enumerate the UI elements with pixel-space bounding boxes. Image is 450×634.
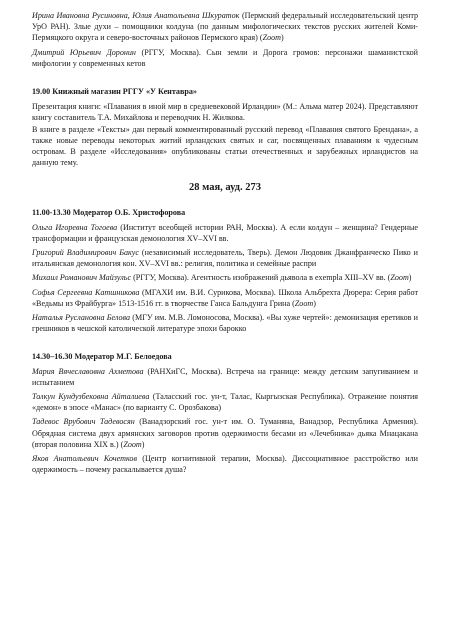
talk-author: Дмитрий Юрьевич Доронин: [32, 47, 136, 57]
talk-tail: ): [281, 33, 284, 43]
talk-author: Григорий Владимирович Бакус: [32, 248, 139, 258]
talk-entry: [32, 391, 418, 413]
talk-tail: ): [408, 273, 412, 283]
book-event-paragraph: В книге в разделе «Тексты» дан первый комментированный русский перевод «Плавания святого Брендана», а также новые переводы некоторых житий ирландских святых и саг, посвященных плаваниям к чудесным островам. В разделе «Исследования» опубликованы статьи отечественных и зарубежных ирландистов на данную тему.: [32, 124, 418, 168]
talk-text: (РАНХиГС, Москва). Встреча на границе: между детским запугиванием и испытанием: [32, 366, 418, 387]
talk-text: (РГГУ, Москва). Агентность изображений дьявола в exempla XIII–XV вв. (: [131, 273, 391, 283]
talk-author: Софья Сергеевна Катшникова: [32, 287, 140, 297]
talk-format: Zoom: [262, 33, 282, 43]
talk-author: Ольга Игоревна Тогоева: [32, 222, 118, 232]
talk-entry-rusinova: [32, 10, 418, 44]
talk-author: Наталья Руслановна Белова: [32, 313, 131, 323]
talk-text: (Пермский федеральный исследовательский центр УрО РАН). Злые духи – помощники колдуна (по данным мифологических текстов русских жителей Коми-Пермяцкого округа и северо-восточных районов Пермского края) (: [32, 11, 419, 43]
book-event-heading: 19.00 Книжный магазин РГГУ «У Кентавра»: [32, 87, 197, 97]
session-heading: 11.00-13.30 Модератор О.Б. Христофорова: [32, 208, 186, 218]
talk-author: Тадевос Врубович Тадевосян: [32, 417, 135, 427]
talk-format: Zoom: [294, 298, 314, 308]
day-heading: 28 мая, ауд. 273: [188, 182, 261, 194]
talk-entry: [32, 287, 418, 309]
talk-entry: [32, 416, 418, 450]
talk-author: Яков Анатольевич Кочетков: [32, 454, 137, 464]
talk-text: (МГУ им. М.В. Ломоносова, Москва). «Вы хуже чертей»: демонизация еретиков и грешников в чешской католической литературе эпохи барокко: [32, 313, 418, 334]
talk-entry: [32, 366, 418, 388]
talk-author: Михаил Романович Майзульс: [32, 273, 132, 283]
talk-author: Ирина Ивановна Русиновна, Юлия Анатольевна Шкураток: [32, 11, 240, 20]
talk-text: (Центр когнитивной терапии, Москва). Диссоциативное расстройство или одержимость – почему раскалывается душа?: [32, 454, 419, 475]
talk-text: (РГГУ, Москва). Сын земли и Дорога громов: персонажи шаманистской мифологии у современных кетов: [32, 47, 418, 68]
talk-text: (Таласский гос. ун-т, Талас, Кыргызская Республика). Отражение понятия «демон» в эпосе «Манас» (по варианту С. Орозбакова): [32, 392, 418, 413]
talk-text: (Ванадзорский гос. ун-т им. О. Туманяна, Ванадзор, Республика Армения). Обрядная система двух армянских заговоров против одержимости бесами из «Лечебника» дьяка Мнацакана (вторая половина XIX в.) (: [32, 417, 418, 449]
book-event-paragraph: Презентация книги: «Плавания в иной мир в средневековой Ирландии» (М.: Альма матер 2024). Представляют книгу составитель Т.А. Михайлова и переводчик Н. Жилкова.: [32, 102, 418, 123]
talk-entry: [32, 222, 418, 244]
talk-tail: ): [141, 439, 145, 449]
talk-format: Zoom: [390, 273, 409, 283]
talk-entry-doronin: [32, 47, 418, 69]
talk-text: (Институт всеобщей истории РАН, Москва). А если колдун – женщина? Гендерные трансформации и французская демонология XV–XVI вв.: [32, 222, 418, 243]
talk-text: (МГАХИ им. В.И. Сурикова, Москва). Школа Альбрехта Дюрера: Серия работ «Ведьмы из Фрайбурга» 1513-1516 гг. в творчестве Ганса Бальдунга Грина (: [32, 287, 419, 308]
talk-entry: [32, 247, 418, 269]
talk-format: Zoom: [123, 439, 142, 449]
talk-text: (независимый исследователь, Тверь). Демон Людовик Джанфранческо Пико и итальянская демонология кон. XV–XVI вв.: религия, политика и семейные распри: [32, 248, 418, 269]
talk-entry: [32, 453, 418, 475]
talk-entry: [32, 272, 418, 283]
talk-author: Мария Вячеславовна Ахметова: [32, 366, 144, 376]
session-heading: 14.30–16.30 Модератор М.Г. Белоедова: [32, 352, 172, 362]
talk-tail: ): [313, 298, 316, 308]
talk-author: Толкун Кундузбековна Айталиева: [32, 392, 150, 402]
talk-entry: [32, 312, 418, 334]
